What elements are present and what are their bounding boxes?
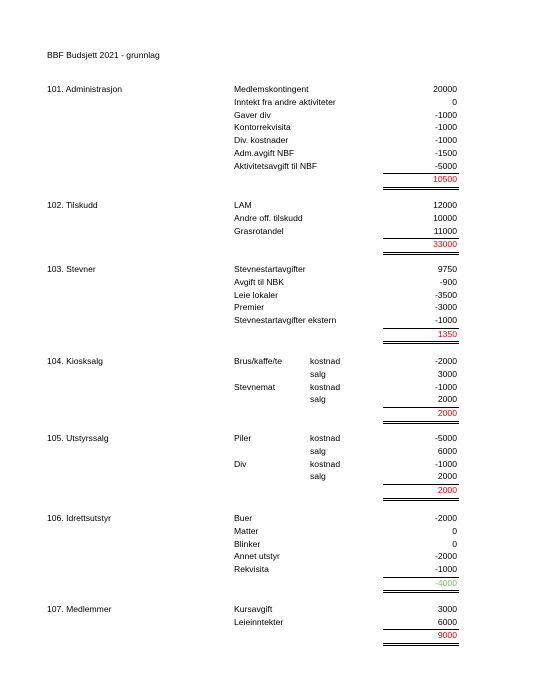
- row-label: Adm.avgift NBF: [234, 148, 295, 158]
- budget-row: [0, 539, 541, 552]
- row-label: Grasrotandel: [234, 225, 284, 236]
- budget-row: [0, 110, 541, 123]
- budget-row: [0, 290, 541, 303]
- row-value: 0: [452, 525, 457, 536]
- row-value: 20000: [433, 84, 457, 94]
- row-label: Avgift til NBK: [234, 276, 284, 287]
- budget-row: [0, 526, 541, 539]
- section-title: 106. Idrettsutstyr: [47, 513, 112, 523]
- row-label: Blinker: [234, 538, 261, 549]
- budget-row: [0, 213, 541, 226]
- budget-row: [0, 369, 541, 382]
- row-value: -5000: [435, 433, 457, 443]
- total-double-line: [383, 252, 459, 255]
- row-value: 3000: [437, 604, 457, 614]
- row-label: Div: [234, 458, 247, 469]
- row-value: -1000: [435, 315, 457, 326]
- row-type: salg: [310, 368, 326, 379]
- row-value: -1000: [435, 135, 457, 146]
- row-value: -5000: [435, 160, 457, 171]
- row-type: salg: [310, 394, 326, 405]
- row-label: Div. kostnader: [234, 135, 289, 146]
- row-type: salg: [310, 445, 326, 456]
- budget-row: [0, 513, 541, 526]
- row-value: -1000: [435, 458, 457, 469]
- row-value: -1000: [435, 122, 457, 133]
- row-value: 6000: [437, 616, 457, 627]
- section-title: 101. Administrasjon: [47, 84, 122, 94]
- row-label: Leie lokaler: [234, 289, 278, 300]
- row-value: -900: [439, 276, 457, 287]
- section-total: 2000: [437, 484, 457, 495]
- row-type: kostnad: [310, 433, 341, 443]
- row-value: -2000: [435, 551, 457, 562]
- row-label: Piler: [234, 433, 252, 443]
- budget-row: [0, 433, 541, 446]
- budget-row: [0, 84, 541, 97]
- row-value: 11000: [433, 225, 457, 236]
- budget-row: [0, 148, 541, 161]
- row-type: salg: [310, 471, 326, 482]
- budget-row: [0, 97, 541, 110]
- row-label: Kontorrekvisita: [234, 122, 291, 133]
- budget-row: [0, 161, 541, 174]
- total-row: [0, 174, 541, 187]
- row-label: Buer: [234, 513, 253, 523]
- total-double-line: [383, 187, 459, 190]
- row-label: Stevnemat: [234, 381, 276, 392]
- row-value: 6000: [437, 445, 457, 456]
- row-label: Matter: [234, 525, 259, 536]
- total-row: [0, 630, 541, 643]
- row-value: 3000: [437, 368, 457, 379]
- section-total: 10500: [433, 174, 457, 185]
- section-title: 107. Medlemmer: [47, 604, 112, 614]
- budget-row: [0, 264, 541, 277]
- row-label: Rekvisita: [234, 564, 269, 575]
- total-double-line: [383, 341, 459, 344]
- row-value: -2000: [435, 513, 457, 523]
- budget-row: [0, 446, 541, 459]
- budget-row: [0, 277, 541, 290]
- total-row: [0, 408, 541, 421]
- row-value: -3000: [435, 302, 457, 313]
- row-value: 9750: [437, 264, 457, 274]
- total-row: [0, 239, 541, 252]
- budget-row: [0, 135, 541, 148]
- budget-row: [0, 315, 541, 328]
- row-label: Brus/kaffe/te: [234, 356, 283, 366]
- row-type: kostnad: [310, 356, 341, 366]
- row-label: Inntekt fra andre aktiviteter: [234, 96, 336, 107]
- row-value: -2000: [435, 356, 457, 366]
- row-label: Kursavgift: [234, 604, 273, 614]
- budget-row: [0, 394, 541, 407]
- budget-row: [0, 302, 541, 315]
- budget-row: [0, 122, 541, 135]
- budget-row: [0, 471, 541, 484]
- row-value: 10000: [433, 212, 457, 223]
- total-double-line: [383, 643, 459, 646]
- total-row: [0, 485, 541, 498]
- budget-row: [0, 356, 541, 369]
- row-type: kostnad: [310, 381, 341, 392]
- total-double-line: [383, 498, 459, 501]
- section-title: 102. Tilskudd: [47, 200, 98, 210]
- section-title: 104. Kiosksalg: [47, 356, 103, 366]
- section-total: 33000: [433, 238, 457, 249]
- row-label: LAM: [234, 200, 252, 210]
- row-value: -1000: [435, 381, 457, 392]
- row-label: Leieinntekter: [234, 616, 284, 627]
- total-row: [0, 329, 541, 342]
- row-value: -1500: [435, 148, 457, 158]
- section-total: 9000: [437, 630, 457, 641]
- row-type: kostnad: [310, 458, 341, 469]
- section-title: 105. Utstyrssalg: [47, 433, 109, 443]
- budget-row: [0, 459, 541, 472]
- row-label: Stevnestartavgifter: [234, 264, 306, 274]
- row-value: -3500: [435, 289, 457, 300]
- section-total: -4000: [435, 577, 457, 588]
- row-label: Annet utstyr: [234, 551, 280, 562]
- budget-row: [0, 382, 541, 395]
- row-label: Gaver div: [234, 109, 271, 120]
- section-total: 2000: [437, 407, 457, 418]
- total-row: [0, 578, 541, 591]
- section-total: 1350: [437, 328, 457, 339]
- row-value: 2000: [437, 471, 457, 482]
- total-double-line: [383, 590, 459, 593]
- row-value: 0: [452, 538, 457, 549]
- total-double-line: [383, 421, 459, 424]
- budget-row: [0, 200, 541, 213]
- row-label: Andre off. tilskudd: [234, 212, 303, 223]
- row-label: Premier: [234, 302, 265, 313]
- row-value: 0: [452, 96, 457, 107]
- document-title: BBF Budsjett 2021 - grunnlag: [47, 50, 160, 60]
- row-value: -1000: [435, 109, 457, 120]
- row-label: Stevnestartavgifter ekstern: [234, 315, 337, 326]
- budget-row: [0, 604, 541, 617]
- row-value: 2000: [437, 394, 457, 405]
- budget-row: [0, 551, 541, 564]
- budget-row: [0, 564, 541, 577]
- budget-row: [0, 226, 541, 239]
- row-value: -1000: [435, 564, 457, 575]
- section-title: 103. Stevner: [47, 264, 96, 274]
- row-value: 12000: [433, 200, 457, 210]
- row-label: Medlemskontingent: [234, 84, 309, 94]
- row-label: Aktivitetsavgift til NBF: [234, 160, 318, 171]
- budget-row: [0, 617, 541, 630]
